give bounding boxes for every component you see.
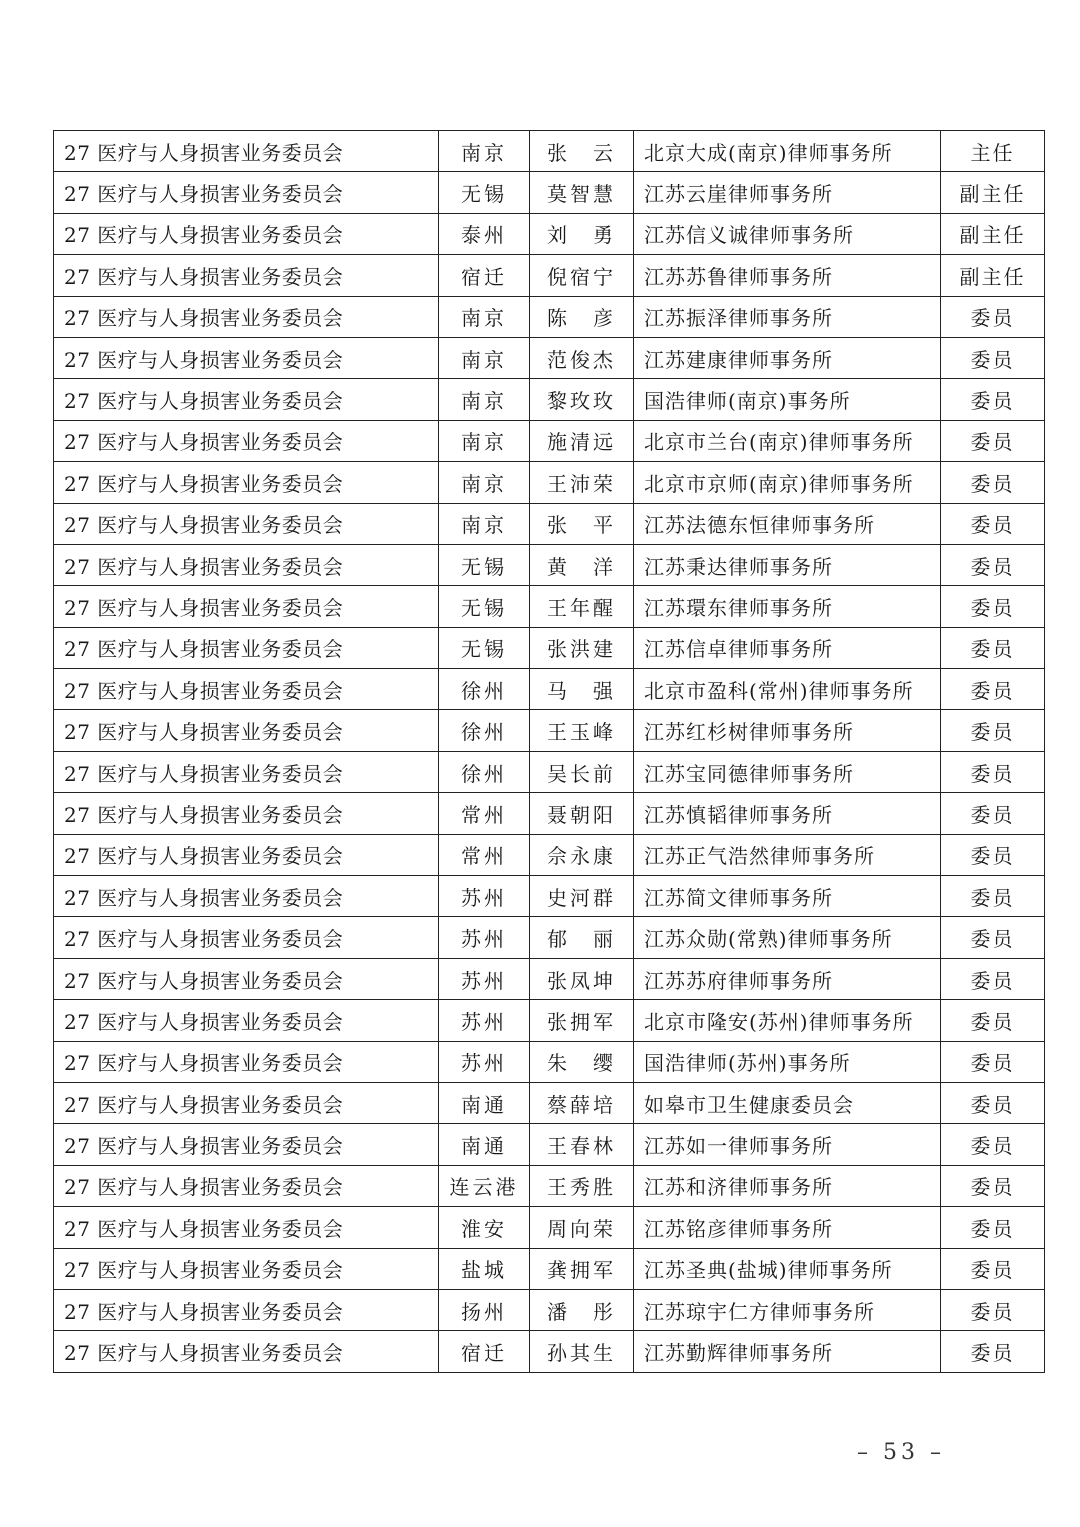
name-cell: 张 云	[530, 131, 634, 172]
role-cell: 委员	[941, 917, 1045, 958]
role-cell: 委员	[941, 1207, 1045, 1248]
committee-cell: 27 医疗与人身损害业务委员会	[54, 1124, 439, 1165]
roster-table	[53, 130, 1045, 1373]
firm-cell: 江苏铭彦律师事务所	[634, 1207, 941, 1248]
table-row	[54, 131, 1045, 172]
table-row	[54, 255, 1045, 296]
firm-cell: 江苏振泽律师事务所	[634, 296, 941, 337]
city-cell: 苏州	[439, 1041, 530, 1082]
role-cell: 委员	[941, 544, 1045, 585]
firm-cell: 江苏法德东恒律师事务所	[634, 503, 941, 544]
committee-cell: 27 医疗与人身损害业务委员会	[54, 627, 439, 668]
table-row	[54, 503, 1045, 544]
city-cell: 宿迁	[439, 1331, 530, 1372]
name-cell: 王沛荣	[530, 462, 634, 503]
table-row	[54, 1082, 1045, 1123]
committee-cell: 27 医疗与人身损害业务委员会	[54, 462, 439, 503]
role-cell: 委员	[941, 876, 1045, 917]
city-cell: 苏州	[439, 958, 530, 999]
name-cell: 黎玫玫	[530, 379, 634, 420]
firm-cell: 江苏信义诚律师事务所	[634, 213, 941, 254]
role-cell: 委员	[941, 296, 1045, 337]
table-row	[54, 793, 1045, 834]
firm-cell: 北京市隆安(苏州)律师事务所	[634, 1000, 941, 1041]
table-row	[54, 1331, 1045, 1372]
committee-cell: 27 医疗与人身损害业务委员会	[54, 1331, 439, 1372]
firm-cell: 江苏圣典(盐城)律师事务所	[634, 1248, 941, 1289]
table-row	[54, 213, 1045, 254]
name-cell: 王春林	[530, 1124, 634, 1165]
name-cell: 王年醒	[530, 586, 634, 627]
committee-cell: 27 医疗与人身损害业务委员会	[54, 876, 439, 917]
firm-cell: 江苏如一律师事务所	[634, 1124, 941, 1165]
firm-cell: 江苏苏府律师事务所	[634, 958, 941, 999]
name-cell: 佘永康	[530, 834, 634, 875]
city-cell: 南通	[439, 1082, 530, 1123]
role-cell: 委员	[941, 1041, 1045, 1082]
role-cell: 委员	[941, 337, 1045, 378]
firm-cell: 国浩律师(苏州)事务所	[634, 1041, 941, 1082]
table-row	[54, 337, 1045, 378]
firm-cell: 北京市京师(南京)律师事务所	[634, 462, 941, 503]
table-row	[54, 627, 1045, 668]
table-row	[54, 172, 1045, 213]
committee-cell: 27 医疗与人身损害业务委员会	[54, 420, 439, 461]
city-cell: 徐州	[439, 710, 530, 751]
committee-cell: 27 医疗与人身损害业务委员会	[54, 917, 439, 958]
name-cell: 朱 缨	[530, 1041, 634, 1082]
committee-cell: 27 医疗与人身损害业务委员会	[54, 544, 439, 585]
city-cell: 无锡	[439, 544, 530, 585]
city-cell: 徐州	[439, 751, 530, 792]
city-cell: 苏州	[439, 1000, 530, 1041]
table-row	[54, 1041, 1045, 1082]
table-row	[54, 379, 1045, 420]
role-cell: 副主任	[941, 172, 1045, 213]
table-row	[54, 958, 1045, 999]
city-cell: 无锡	[439, 172, 530, 213]
role-cell: 委员	[941, 1331, 1045, 1372]
role-cell: 委员	[941, 462, 1045, 503]
name-cell: 吴长前	[530, 751, 634, 792]
role-cell: 委员	[941, 1165, 1045, 1206]
firm-cell: 北京市兰台(南京)律师事务所	[634, 420, 941, 461]
name-cell: 郁 丽	[530, 917, 634, 958]
committee-cell: 27 医疗与人身损害业务委员会	[54, 379, 439, 420]
table-row	[54, 1289, 1045, 1330]
city-cell: 徐州	[439, 669, 530, 710]
name-cell: 刘 勇	[530, 213, 634, 254]
name-cell: 倪宿宁	[530, 255, 634, 296]
table-row	[54, 669, 1045, 710]
city-cell: 南京	[439, 379, 530, 420]
committee-cell: 27 医疗与人身损害业务委员会	[54, 586, 439, 627]
role-cell: 委员	[941, 793, 1045, 834]
name-cell: 黄 洋	[530, 544, 634, 585]
firm-cell: 如皋市卫生健康委员会	[634, 1082, 941, 1123]
table-row	[54, 544, 1045, 585]
committee-cell: 27 医疗与人身损害业务委员会	[54, 1207, 439, 1248]
committee-cell: 27 医疗与人身损害业务委员会	[54, 255, 439, 296]
firm-cell: 江苏琼宇仁方律师事务所	[634, 1289, 941, 1330]
city-cell: 泰州	[439, 213, 530, 254]
role-cell: 委员	[941, 1289, 1045, 1330]
firm-cell: 江苏勤辉律师事务所	[634, 1331, 941, 1372]
firm-cell: 江苏和济律师事务所	[634, 1165, 941, 1206]
name-cell: 张凤坤	[530, 958, 634, 999]
name-cell: 王玉峰	[530, 710, 634, 751]
city-cell: 南京	[439, 296, 530, 337]
table-row	[54, 917, 1045, 958]
city-cell: 无锡	[439, 586, 530, 627]
city-cell: 宿迁	[439, 255, 530, 296]
city-cell: 南京	[439, 337, 530, 378]
name-cell: 蔡薛培	[530, 1082, 634, 1123]
role-cell: 委员	[941, 751, 1045, 792]
committee-cell: 27 医疗与人身损害业务委员会	[54, 669, 439, 710]
table-row	[54, 1165, 1045, 1206]
committee-cell: 27 医疗与人身损害业务委员会	[54, 1041, 439, 1082]
role-cell: 委员	[941, 420, 1045, 461]
name-cell: 张 平	[530, 503, 634, 544]
firm-cell: 江苏正气浩然律师事务所	[634, 834, 941, 875]
role-cell: 委员	[941, 1124, 1045, 1165]
city-cell: 苏州	[439, 917, 530, 958]
firm-cell: 江苏红杉树律师事务所	[634, 710, 941, 751]
committee-cell: 27 医疗与人身损害业务委员会	[54, 1082, 439, 1123]
name-cell: 史河群	[530, 876, 634, 917]
name-cell: 莫智慧	[530, 172, 634, 213]
committee-cell: 27 医疗与人身损害业务委员会	[54, 710, 439, 751]
role-cell: 委员	[941, 1000, 1045, 1041]
name-cell: 聂朝阳	[530, 793, 634, 834]
table-row	[54, 420, 1045, 461]
city-cell: 苏州	[439, 876, 530, 917]
committee-cell: 27 医疗与人身损害业务委员会	[54, 213, 439, 254]
committee-cell: 27 医疗与人身损害业务委员会	[54, 793, 439, 834]
role-cell: 委员	[941, 1248, 1045, 1289]
table-row	[54, 1124, 1045, 1165]
role-cell: 委员	[941, 958, 1045, 999]
city-cell: 南京	[439, 503, 530, 544]
city-cell: 南京	[439, 462, 530, 503]
name-cell: 孙其生	[530, 1331, 634, 1372]
committee-cell: 27 医疗与人身损害业务委员会	[54, 131, 439, 172]
role-cell: 委员	[941, 379, 1045, 420]
committee-cell: 27 医疗与人身损害业务委员会	[54, 172, 439, 213]
city-cell: 常州	[439, 793, 530, 834]
role-cell: 委员	[941, 834, 1045, 875]
firm-cell: 江苏秉达律师事务所	[634, 544, 941, 585]
committee-cell: 27 医疗与人身损害业务委员会	[54, 1248, 439, 1289]
name-cell: 周向荣	[530, 1207, 634, 1248]
firm-cell: 北京市盈科(常州)律师事务所	[634, 669, 941, 710]
committee-cell: 27 医疗与人身损害业务委员会	[54, 958, 439, 999]
table-row	[54, 834, 1045, 875]
firm-cell: 北京大成(南京)律师事务所	[634, 131, 941, 172]
name-cell: 范俊杰	[530, 337, 634, 378]
role-cell: 委员	[941, 1082, 1045, 1123]
city-cell: 常州	[439, 834, 530, 875]
firm-cell: 江苏云崖律师事务所	[634, 172, 941, 213]
table-row	[54, 710, 1045, 751]
role-cell: 主任	[941, 131, 1045, 172]
table-row	[54, 586, 1045, 627]
committee-cell: 27 医疗与人身损害业务委员会	[54, 337, 439, 378]
name-cell: 张洪建	[530, 627, 634, 668]
page-number: – 53 –	[857, 1440, 945, 1465]
city-cell: 南通	[439, 1124, 530, 1165]
city-cell: 南京	[439, 131, 530, 172]
committee-cell: 27 医疗与人身损害业务委员会	[54, 1000, 439, 1041]
table-row	[54, 1248, 1045, 1289]
committee-cell: 27 医疗与人身损害业务委员会	[54, 296, 439, 337]
firm-cell: 江苏简文律师事务所	[634, 876, 941, 917]
city-cell: 扬州	[439, 1289, 530, 1330]
role-cell: 委员	[941, 586, 1045, 627]
table-row	[54, 462, 1045, 503]
firm-cell: 江苏宝同德律师事务所	[634, 751, 941, 792]
firm-cell: 江苏慎韬律师事务所	[634, 793, 941, 834]
city-cell: 无锡	[439, 627, 530, 668]
role-cell: 委员	[941, 669, 1045, 710]
name-cell: 潘 彤	[530, 1289, 634, 1330]
firm-cell: 江苏苏鲁律师事务所	[634, 255, 941, 296]
table-row	[54, 1000, 1045, 1041]
role-cell: 委员	[941, 627, 1045, 668]
role-cell: 副主任	[941, 213, 1045, 254]
firm-cell: 江苏众勋(常熟)律师事务所	[634, 917, 941, 958]
firm-cell: 江苏環东律师事务所	[634, 586, 941, 627]
name-cell: 陈 彦	[530, 296, 634, 337]
roster-body	[54, 131, 1045, 1373]
committee-cell: 27 医疗与人身损害业务委员会	[54, 834, 439, 875]
committee-cell: 27 医疗与人身损害业务委员会	[54, 503, 439, 544]
name-cell: 龚拥军	[530, 1248, 634, 1289]
committee-cell: 27 医疗与人身损害业务委员会	[54, 1165, 439, 1206]
firm-cell: 国浩律师(南京)事务所	[634, 379, 941, 420]
role-cell: 委员	[941, 710, 1045, 751]
city-cell: 南京	[439, 420, 530, 461]
table-row	[54, 1207, 1045, 1248]
table-row	[54, 751, 1045, 792]
city-cell: 淮安	[439, 1207, 530, 1248]
name-cell: 王秀胜	[530, 1165, 634, 1206]
city-cell: 连云港	[439, 1165, 530, 1206]
firm-cell: 江苏建康律师事务所	[634, 337, 941, 378]
committee-cell: 27 医疗与人身损害业务委员会	[54, 1289, 439, 1330]
name-cell: 施清远	[530, 420, 634, 461]
firm-cell: 江苏信卓律师事务所	[634, 627, 941, 668]
name-cell: 张拥军	[530, 1000, 634, 1041]
role-cell: 委员	[941, 503, 1045, 544]
city-cell: 盐城	[439, 1248, 530, 1289]
table-row	[54, 876, 1045, 917]
role-cell: 副主任	[941, 255, 1045, 296]
name-cell: 马 强	[530, 669, 634, 710]
table-row	[54, 296, 1045, 337]
committee-cell: 27 医疗与人身损害业务委员会	[54, 751, 439, 792]
